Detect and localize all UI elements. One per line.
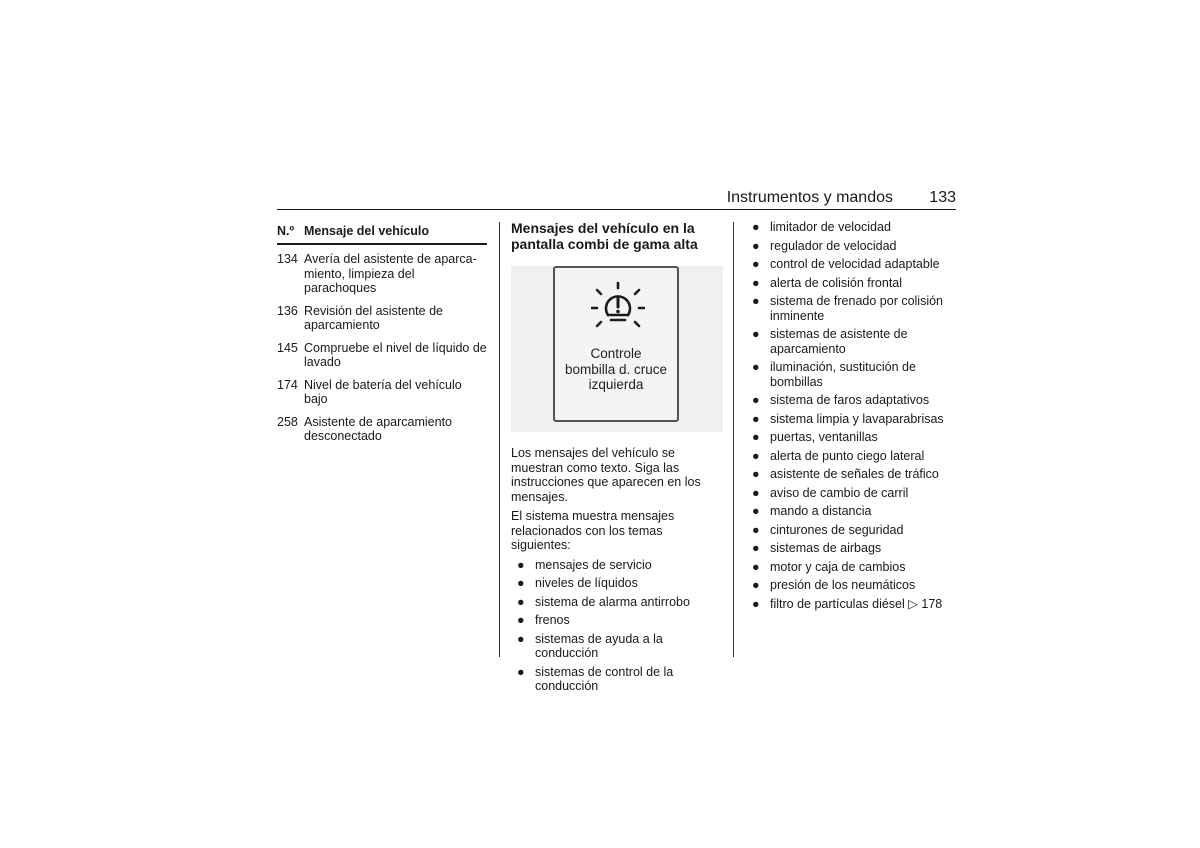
list-item (746, 276, 958, 291)
message-text: Compruebe el nivel de líquido de lavado (304, 340, 487, 369)
list-item-text: sistema de faros adaptativos (770, 393, 930, 407)
list-item-text: sistema limpia y lavaparabrisas (770, 411, 944, 426)
display-messages-section (511, 220, 723, 698)
bullet-icon: ● (517, 613, 525, 627)
list-item (746, 560, 958, 575)
bullet-icon: ● (752, 220, 760, 234)
list-item-text: sistema de alarma antirrobo (535, 594, 690, 609)
list-item (746, 504, 958, 519)
list-item-text: limitador de velocidad (770, 220, 891, 234)
list-item-text: sistemas de airbags (770, 541, 882, 555)
list-item-text: regulador de velocidad (770, 238, 897, 253)
table-row (277, 378, 487, 407)
display-screen (553, 266, 679, 422)
list-item (746, 239, 958, 254)
message-text: Avería del asistente de aparca- miento, limpieza del parachoques (304, 252, 477, 295)
header-rule (277, 209, 956, 210)
section-heading: Mensajes del vehículo en la pantalla combi de gama alta (511, 220, 698, 252)
message-number: 145 (277, 340, 298, 355)
message-number: 136 (277, 303, 298, 318)
bulb-warning-icon (591, 282, 645, 336)
bullet-icon: ● (517, 594, 525, 609)
list-item (746, 220, 958, 235)
page-number: 133 (929, 189, 956, 206)
section-title: Instrumentos y mandos (726, 189, 893, 206)
column-header-message: Mensaje del vehículo (304, 224, 430, 238)
bullet-icon: ● (752, 467, 760, 481)
bullet-icon: ● (517, 664, 525, 679)
list-item (746, 486, 958, 501)
message-number: 174 (277, 377, 298, 392)
column-divider (499, 222, 500, 657)
instrument-display-figure (511, 266, 723, 432)
list-item (746, 327, 958, 356)
bullet-icon: ● (752, 448, 760, 463)
bullet-icon: ● (752, 411, 760, 426)
bullet-icon: ● (517, 576, 525, 590)
list-item-text: cinturones de seguridad (770, 522, 904, 537)
list-item (511, 632, 723, 661)
column-header-number: N.º (277, 224, 295, 238)
list-item (746, 412, 958, 427)
list-item (511, 558, 723, 573)
list-item-text: sistemas de asistente de aparcamiento (770, 327, 908, 356)
list-item (746, 467, 958, 482)
list-item-text: filtro de partículas diésel (770, 596, 905, 611)
message-table (277, 222, 487, 452)
message-number: 258 (277, 414, 298, 429)
message-text: Nivel de batería del vehículo bajo (304, 377, 462, 406)
display-line: Controle (590, 346, 642, 361)
display-message (555, 346, 677, 393)
list-item-text: iluminación, sustitución de bombillas (770, 360, 916, 389)
paragraph: El sistema muestra mensajes relacionados con los temas siguientes: (511, 509, 675, 552)
list-item-text: alerta de colisión frontal (770, 275, 903, 290)
list-item (746, 360, 958, 389)
display-line: izquierda (588, 377, 644, 392)
bullet-icon: ● (752, 360, 760, 374)
bullet-icon: ● (517, 631, 525, 646)
bullet-icon: ● (752, 430, 760, 444)
list-item (746, 257, 958, 272)
message-text: Revisión del asistente de aparcamiento (304, 303, 443, 332)
message-number: 134 (277, 252, 298, 266)
list-item (746, 597, 958, 612)
list-item-text: frenos (535, 613, 570, 627)
list-item (746, 541, 958, 556)
list-item (746, 449, 958, 464)
bullet-icon: ● (752, 327, 760, 341)
bullet-icon: ● (752, 275, 760, 290)
table-header (277, 222, 487, 245)
bullet-icon: ● (752, 238, 760, 253)
table-row (277, 341, 487, 370)
list-item-text: mando a distancia (770, 504, 872, 518)
topic-list (746, 220, 958, 611)
bullet-icon: ● (752, 393, 760, 407)
list-item (511, 613, 723, 628)
topic-list (511, 558, 723, 694)
bullet-icon: ● (752, 541, 760, 555)
list-item-text: sistemas de ayuda a la conducción (535, 631, 663, 660)
page-reference-arrow-icon: ▷ (908, 596, 918, 611)
list-item (511, 576, 723, 591)
page-header (277, 187, 956, 209)
list-item-text: motor y caja de cambios (770, 559, 906, 574)
list-item-text: control de velocidad adaptable (770, 257, 940, 271)
list-item (511, 595, 723, 610)
bullet-icon: ● (752, 522, 760, 537)
list-item (746, 294, 958, 323)
message-text: Asistente de aparcamiento desconectado (304, 414, 453, 443)
bullet-icon: ● (752, 485, 760, 500)
table-row (277, 415, 487, 444)
list-item-text: asistente de señales de tráfico (770, 467, 939, 481)
list-item-text: presión de los neumáticos (770, 578, 916, 592)
bullet-icon: ● (752, 504, 760, 518)
bullet-icon: ● (517, 557, 525, 572)
list-item-text: sistemas de control de la conducción (535, 664, 674, 693)
topics-continued (746, 220, 958, 615)
list-item (746, 523, 958, 538)
list-item-text: mensajes de servicio (535, 557, 652, 572)
table-row (277, 304, 487, 333)
list-item (746, 430, 958, 445)
bullet-icon: ● (752, 559, 760, 574)
list-item-text: sistema de frenado por colisión inminente (770, 294, 944, 323)
list-item-text: aviso de cambio de carril (770, 485, 909, 500)
bullet-icon: ● (752, 257, 760, 271)
bullet-icon: ● (752, 578, 760, 592)
page-reference[interactable]: 178 (921, 596, 943, 611)
list-item (746, 578, 958, 593)
list-item-text: niveles de líquidos (535, 576, 638, 590)
list-item (511, 665, 723, 694)
bullet-icon: ● (752, 294, 760, 308)
table-row (277, 252, 487, 296)
list-item (746, 393, 958, 408)
bullet-icon: ● (752, 596, 760, 611)
list-item-text: puertas, ventanillas (770, 430, 878, 444)
display-line: bombilla d. cruce (564, 361, 668, 377)
list-item-text: alerta de punto ciego lateral (770, 448, 925, 463)
paragraph: Los mensajes del vehículo se muestran como texto. Siga las instrucciones que aparecen en los mensajes. (511, 446, 701, 504)
column-divider (733, 222, 734, 657)
